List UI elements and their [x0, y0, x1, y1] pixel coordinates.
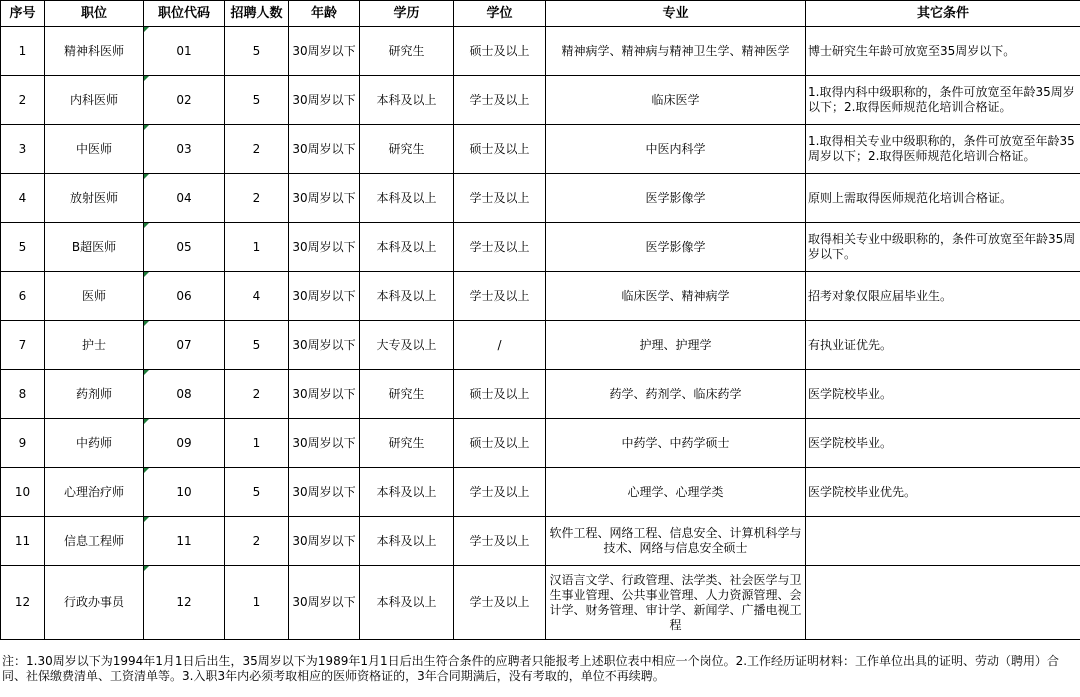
cell-count: 2: [225, 517, 289, 566]
cell-code: 12: [144, 566, 225, 640]
cell-other: 招考对象仅限应届毕业生。: [806, 272, 1080, 321]
table-row: [1, 419, 1080, 468]
cell-code: 02: [144, 76, 225, 125]
col-header-code: 职位代码: [144, 1, 225, 27]
cell-count: 5: [225, 76, 289, 125]
col-header-position: 职位: [45, 1, 144, 27]
cell-count: 5: [225, 321, 289, 370]
cell-code: 11: [144, 517, 225, 566]
cell-index: 12: [1, 566, 45, 640]
cell-degree: 硕士及以上: [454, 370, 546, 419]
cell-other: [806, 517, 1080, 566]
cell-major: 护理、护理学: [546, 321, 806, 370]
cell-index: 9: [1, 419, 45, 468]
col-header-degree: 学位: [454, 1, 546, 27]
table-row: [1, 223, 1080, 272]
cell-other: 有执业证优先。: [806, 321, 1080, 370]
cell-count: 1: [225, 223, 289, 272]
col-header-other: 其它条件: [806, 1, 1080, 27]
cell-education: 本科及以上: [360, 76, 454, 125]
cell-age: 30周岁以下: [289, 27, 360, 76]
cell-code: 08: [144, 370, 225, 419]
cell-position: 心理治疗师: [45, 468, 144, 517]
cell-major: 药学、药剂学、临床药学: [546, 370, 806, 419]
cell-degree: 硕士及以上: [454, 419, 546, 468]
cell-major: 软件工程、网络工程、信息安全、计算机科学与技术、网络与信息安全硕士: [546, 517, 806, 566]
cell-education: 本科及以上: [360, 174, 454, 223]
cell-other: 1.取得相关专业中级职称的，条件可放宽至年龄35周岁以下；2.取得医师规范化培训合格证。: [806, 125, 1080, 174]
cell-other: 取得相关专业中级职称的，条件可放宽至年龄35周岁以下。: [806, 223, 1080, 272]
cell-count: 1: [225, 566, 289, 640]
cell-degree: 学士及以上: [454, 468, 546, 517]
cell-age: 30周岁以下: [289, 468, 360, 517]
cell-index: 5: [1, 223, 45, 272]
cell-age: 30周岁以下: [289, 125, 360, 174]
cell-code: 01: [144, 27, 225, 76]
col-header-index: 序号: [1, 1, 45, 27]
cell-major: 医学影像学: [546, 223, 806, 272]
cell-other: 博士研究生年龄可放宽至35周岁以下。: [806, 27, 1080, 76]
cell-major: 心理学、心理学类: [546, 468, 806, 517]
cell-major: 临床医学、精神病学: [546, 272, 806, 321]
cell-age: 30周岁以下: [289, 174, 360, 223]
footnote: 注：1.30周岁以下为1994年1月1日后出生，35周岁以下为1989年1月1日后出生符合条件的应聘者只能报考上述职位表中相应一个岗位。2.工作经历证明材料：工作单位出具的证明、劳动（聘用）合同、社保缴费清单、工资清单等。3.入职3年内必须考取相应的医师资格证的，3年合同期满后，没有考取的，单位不再续聘。: [2, 654, 1060, 683]
cell-index: 1: [1, 27, 45, 76]
cell-index: 6: [1, 272, 45, 321]
cell-education: 本科及以上: [360, 468, 454, 517]
col-header-count: 招聘人数: [225, 1, 289, 27]
cell-other: [806, 566, 1080, 640]
cell-position: 行政办事员: [45, 566, 144, 640]
cell-count: 1: [225, 419, 289, 468]
cell-age: 30周岁以下: [289, 566, 360, 640]
cell-major: 汉语言文学、行政管理、法学类、社会医学与卫生事业管理、公共事业管理、人力资源管理、会计学、财务管理、审计学、新闻学、广播电视工程: [546, 566, 806, 640]
cell-position: 放射医师: [45, 174, 144, 223]
cell-age: 30周岁以下: [289, 517, 360, 566]
cell-age: 30周岁以下: [289, 272, 360, 321]
cell-education: 本科及以上: [360, 223, 454, 272]
cell-age: 30周岁以下: [289, 321, 360, 370]
cell-major: 中药学、中药学硕士: [546, 419, 806, 468]
cell-position: 药剂师: [45, 370, 144, 419]
table-row: [1, 76, 1080, 125]
cell-education: 大专及以上: [360, 321, 454, 370]
cell-major: 中医内科学: [546, 125, 806, 174]
cell-index: 3: [1, 125, 45, 174]
cell-degree: 硕士及以上: [454, 27, 546, 76]
cell-index: 2: [1, 76, 45, 125]
cell-position: 护士: [45, 321, 144, 370]
table-row: [1, 27, 1080, 76]
cell-degree: 学士及以上: [454, 517, 546, 566]
cell-count: 2: [225, 125, 289, 174]
cell-age: 30周岁以下: [289, 370, 360, 419]
cell-age: 30周岁以下: [289, 419, 360, 468]
cell-code: 07: [144, 321, 225, 370]
cell-age: 30周岁以下: [289, 76, 360, 125]
col-header-major: 专业: [546, 1, 806, 27]
cell-index: 7: [1, 321, 45, 370]
cell-code: 09: [144, 419, 225, 468]
table-row: [1, 517, 1080, 566]
cell-education: 本科及以上: [360, 517, 454, 566]
cell-education: 研究生: [360, 419, 454, 468]
cell-count: 4: [225, 272, 289, 321]
cell-other: 原则上需取得医师规范化培训合格证。: [806, 174, 1080, 223]
cell-index: 11: [1, 517, 45, 566]
cell-degree: 学士及以上: [454, 223, 546, 272]
cell-education: 本科及以上: [360, 272, 454, 321]
cell-education: 本科及以上: [360, 566, 454, 640]
table-row: [1, 566, 1080, 640]
cell-position: 精神科医师: [45, 27, 144, 76]
cell-code: 04: [144, 174, 225, 223]
cell-count: 2: [225, 174, 289, 223]
cell-age: 30周岁以下: [289, 223, 360, 272]
cell-index: 10: [1, 468, 45, 517]
table-row: [1, 370, 1080, 419]
cell-degree: 硕士及以上: [454, 125, 546, 174]
table-row: [1, 321, 1080, 370]
cell-count: 2: [225, 370, 289, 419]
table-row: [1, 174, 1080, 223]
cell-major: 医学影像学: [546, 174, 806, 223]
cell-position: 信息工程师: [45, 517, 144, 566]
cell-count: 5: [225, 27, 289, 76]
table-row: [1, 125, 1080, 174]
cell-code: 06: [144, 272, 225, 321]
cell-code: 10: [144, 468, 225, 517]
header-row: [1, 1, 1080, 27]
cell-education: 研究生: [360, 125, 454, 174]
cell-position: 内科医师: [45, 76, 144, 125]
col-header-education: 学历: [360, 1, 454, 27]
cell-index: 4: [1, 174, 45, 223]
cell-education: 研究生: [360, 27, 454, 76]
cell-other: 医学院校毕业优先。: [806, 468, 1080, 517]
cell-code: 05: [144, 223, 225, 272]
cell-position: 医师: [45, 272, 144, 321]
cell-position: 中医师: [45, 125, 144, 174]
cell-other: 医学院校毕业。: [806, 419, 1080, 468]
table-row: [1, 468, 1080, 517]
col-header-age: 年龄: [289, 1, 360, 27]
cell-degree: 学士及以上: [454, 566, 546, 640]
cell-major: 临床医学: [546, 76, 806, 125]
cell-degree: 学士及以上: [454, 174, 546, 223]
cell-education: 研究生: [360, 370, 454, 419]
cell-degree: /: [454, 321, 546, 370]
table-row: [1, 272, 1080, 321]
cell-other: 医学院校毕业。: [806, 370, 1080, 419]
cell-count: 5: [225, 468, 289, 517]
cell-other: 1.取得内科中级职称的，条件可放宽至年龄35周岁以下；2.取得医师规范化培训合格证。: [806, 76, 1080, 125]
cell-major: 精神病学、精神病与精神卫生学、精神医学: [546, 27, 806, 76]
cell-degree: 学士及以上: [454, 272, 546, 321]
cell-degree: 学士及以上: [454, 76, 546, 125]
cell-position: B超医师: [45, 223, 144, 272]
cell-position: 中药师: [45, 419, 144, 468]
cell-code: 03: [144, 125, 225, 174]
cell-index: 8: [1, 370, 45, 419]
